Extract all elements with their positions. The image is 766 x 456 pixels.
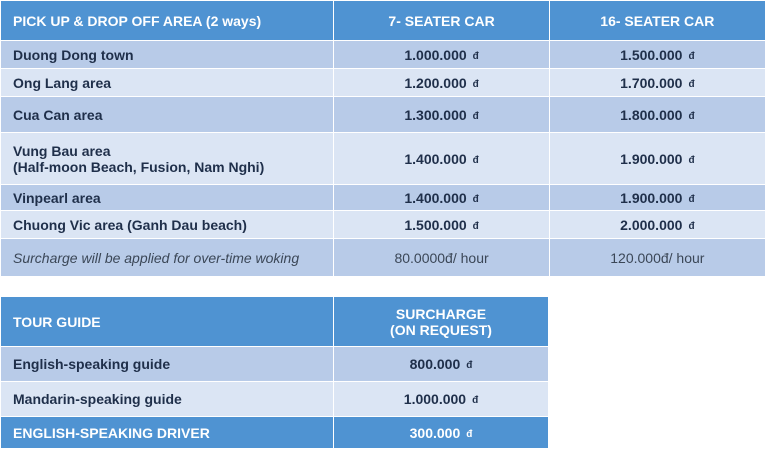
area-name: Ong Lang area xyxy=(1,69,334,97)
price-value: 1.700.000 xyxy=(620,74,683,91)
header-tour-guide: TOUR GUIDE xyxy=(1,297,334,347)
price-16-seater xyxy=(549,97,765,133)
area-name: Chuong Vic area (Ganh Dau beach) xyxy=(1,211,334,239)
area-name-line: Vung Bau area xyxy=(13,142,111,159)
price-value: 1.500.000 xyxy=(404,216,467,233)
price-7-seater xyxy=(334,211,549,239)
surcharge-row xyxy=(1,239,766,277)
price-7-seater xyxy=(334,133,549,185)
price-16-seater xyxy=(549,69,765,97)
price-value: 1.800.000 xyxy=(620,106,683,123)
currency-symbol: đ xyxy=(466,428,473,440)
table-row xyxy=(1,382,549,417)
price-value: 1.300.000 xyxy=(404,106,467,123)
area-name xyxy=(1,133,334,185)
price-value: 1.900.000 xyxy=(620,150,683,167)
table-row xyxy=(1,347,549,382)
price-value: 1.900.000 xyxy=(620,189,683,206)
guide-price xyxy=(334,347,549,382)
guide-label: Mandarin-speaking guide xyxy=(1,382,334,417)
area-name: Vinpearl area xyxy=(1,185,334,211)
guide-price xyxy=(334,382,549,417)
currency-symbol: đ xyxy=(472,78,479,90)
surcharge-16-seater: 120.000đ/ hour xyxy=(549,239,765,277)
price-value: 1.500.000 xyxy=(620,46,683,63)
currency-symbol: đ xyxy=(688,154,695,166)
guide-label: English-speaking guide xyxy=(1,347,334,382)
tour-guide-table xyxy=(0,296,549,449)
currency-symbol: đ xyxy=(466,360,473,371)
price-16-seater xyxy=(549,211,765,239)
table-row xyxy=(1,133,766,185)
table-row xyxy=(1,185,766,211)
price-7-seater xyxy=(334,69,549,97)
price-value: 1.000.000 xyxy=(403,391,467,407)
tour-header-row xyxy=(1,297,549,347)
area-name: Duong Dong town xyxy=(1,41,334,69)
price-value: 1.000.000 xyxy=(404,46,467,63)
header-7-seater: 7- SEATER CAR xyxy=(334,1,549,41)
header-surcharge-line2: (ON REQUEST) xyxy=(390,321,492,338)
driver-row xyxy=(1,417,549,449)
price-7-seater xyxy=(334,97,549,133)
price-value: 2.000.000 xyxy=(620,216,683,233)
price-16-seater xyxy=(549,133,765,185)
price-value: 1.400.000 xyxy=(404,150,467,167)
price-value: 300.000 xyxy=(409,424,461,441)
currency-symbol: đ xyxy=(688,193,695,205)
price-7-seater xyxy=(334,185,549,211)
header-surcharge-line1: SURCHARGE xyxy=(395,305,487,322)
header-area: PICK UP & DROP OFF AREA (2 ways) xyxy=(1,1,334,41)
price-value: 1.400.000 xyxy=(404,189,467,206)
price-7-seater xyxy=(334,41,549,69)
table-row xyxy=(1,69,766,97)
price-value: 800.000 xyxy=(409,356,461,372)
driver-price xyxy=(334,417,549,449)
area-name-detail: (Half-moon Beach, Fusion, Nam Nghi) xyxy=(13,158,265,175)
area-name: Cua Can area xyxy=(1,97,334,133)
header-surcharge xyxy=(334,297,549,347)
currency-symbol: đ xyxy=(472,220,479,232)
currency-symbol: đ xyxy=(688,50,695,62)
surcharge-label: Surcharge will be applied for over-time woking xyxy=(1,239,334,277)
currency-symbol: đ xyxy=(688,110,695,122)
surcharge-7-seater: 80.0000đ/ hour xyxy=(334,239,549,277)
price-value: 1.200.000 xyxy=(404,74,467,91)
price-16-seater xyxy=(549,185,765,211)
table-row xyxy=(1,97,766,133)
currency-symbol: đ xyxy=(472,50,479,62)
currency-symbol: đ xyxy=(688,220,695,232)
currency-symbol: đ xyxy=(688,78,695,90)
header-16-seater: 16- SEATER CAR xyxy=(549,1,765,41)
currency-symbol: đ xyxy=(472,154,479,166)
currency-symbol: đ xyxy=(472,395,479,406)
currency-symbol: đ xyxy=(472,193,479,205)
driver-label: ENGLISH-SPEAKING DRIVER xyxy=(1,417,334,449)
pricing-header-row xyxy=(1,1,766,41)
price-16-seater xyxy=(549,41,765,69)
table-row xyxy=(1,41,766,69)
table-row xyxy=(1,211,766,239)
currency-symbol: đ xyxy=(472,110,479,122)
